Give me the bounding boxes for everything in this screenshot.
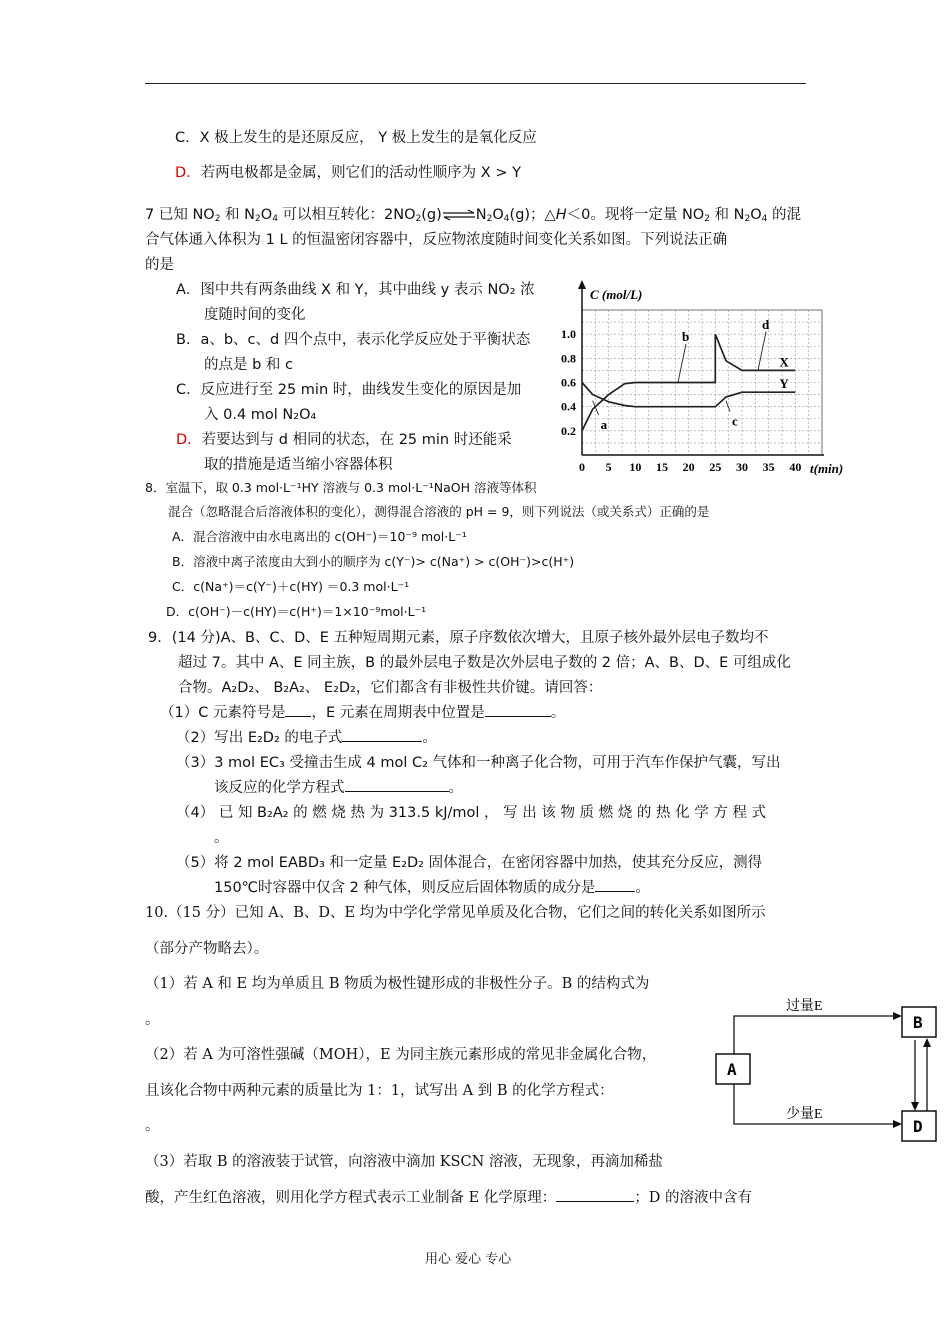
q10-sub2-end: 。 xyxy=(145,1118,160,1134)
q7-option-c-line2: 入 0.4 mol N₂O₄ xyxy=(204,407,317,423)
point-label-d: d xyxy=(762,316,770,332)
q7-option-d-line2: 取的措施是适当缩小容器体积 xyxy=(204,457,393,473)
box-a-label: A xyxy=(727,1060,737,1079)
q9-sub5-line1: （5）将 2 mol EABD₃ 和一定量 E₂D₂ 固体混合，在密闭容器中加热，使其充分反应，测得 xyxy=(176,855,763,871)
y-tick-label: 0.6 xyxy=(561,375,576,390)
x-tick-label: 35 xyxy=(762,460,775,474)
q6-option-d-text: 若两电极都是金属，则它们的活动性顺序为 X > Y xyxy=(200,165,521,181)
q9-sub4-line1: （4） 已 知 B₂A₂ 的 燃 烧 热 为 313.5 kJ/mol ， 写 出 该 物 质 燃 烧 的 热 化 学 方 程 式 xyxy=(176,805,767,821)
x-tick-label: 25 xyxy=(709,460,722,474)
q10-sub3-line1: （3）若取 B 的溶液装于试管，向溶液中滴加 KSCN 溶液，无现象，再滴加稀盐 xyxy=(145,1154,663,1170)
y-tick-label: 1.0 xyxy=(561,327,576,342)
arrowhead-down-icon xyxy=(911,1102,919,1111)
q7-stem-line1: 7 已知 $NO_2$ 和 $N_2O_4$ 可以相互转化：$2NO_2(g)$ $N_2O_4(g)$；△H＜0。现将一定量 $NO_2$ 和 $N_2O_4$ 的混 xyxy=(145,207,802,224)
q9-sub4-line2: 。 xyxy=(214,830,229,846)
q10-sub1-end: 。 xyxy=(145,1012,160,1028)
q10-sub2-line1: （2）若 A 为可溶性强碱（MOH），E 为同主族元素形成的常见非金属化合物， xyxy=(145,1047,657,1063)
q7-option-b-line2: 的点是 b 和 c xyxy=(204,357,294,373)
point-label-b: b xyxy=(682,328,690,344)
q7-option-b-line1: B．a、b、c、d 四个点中，表示化学反应处于平衡状态 xyxy=(176,332,531,348)
x-tick-label: 5 xyxy=(605,460,612,474)
concentration-chart xyxy=(560,275,860,480)
q10-sub3-line2 xyxy=(145,1186,752,1207)
chart-xlabel: t(min) xyxy=(810,461,844,476)
q8-stem-line2: 混合（忽略混合后溶液体积的变化），测得混合溶液的 pH = 9，则下列说法（或关系式）正确的是 xyxy=(168,504,710,519)
point-label-a: a xyxy=(600,417,608,433)
point-leader-c xyxy=(726,401,730,412)
y-axis-arrow-icon xyxy=(578,280,586,289)
q8-stem-line1: 8．室温下，取 0.3 mol·L⁻¹HY 溶液与 0.3 mol·L⁻¹NaOH 溶液等体积 xyxy=(145,480,537,495)
q9-sub1-text-c: 。 xyxy=(550,705,566,721)
q10-sub3-blank[interactable] xyxy=(556,1188,634,1202)
label-little-e: 少量E xyxy=(786,1107,823,1122)
q7-stem-line3: 的是 xyxy=(145,257,174,273)
q9-sub3-line1: （3）3 mol EC₃ 受撞击生成 4 mol C₂ 气体和一种离子化合物，可用于汽车作保护气囊，写出 xyxy=(176,755,781,771)
q10-sub3-text: 酸，产生红色溶液，则用化学方程式表示工业制备 E 化学原理： xyxy=(145,1190,557,1206)
q9-sub5-text: 150℃时容器中仅含 2 种气体，则反应后固体物质的成分是 xyxy=(214,880,596,896)
q9-sub1-blank-symbol[interactable] xyxy=(285,703,311,717)
q7-option-d-text: 若要达到与 d 相同的状态，在 25 min 时还能采 xyxy=(201,432,512,448)
x-tick-label: 10 xyxy=(629,460,642,474)
series-label-x: X xyxy=(779,354,789,370)
q9-sub1-text-b: ，E 元素在周期表中位置是 xyxy=(311,705,485,721)
q9-sub3-text: 该反应的化学方程式 xyxy=(214,780,345,796)
point-label-c: c xyxy=(732,413,738,429)
q9-sub1-blank-position[interactable] xyxy=(485,703,551,717)
q9-sub3-line2 xyxy=(214,776,463,797)
q9-stem-line1: 9．(14 分)A、B、C、D、E 五种短周期元素，原子序数依次增大，且原子核外最外层电子数均不 xyxy=(148,630,769,646)
equilibrium-arrow-icon xyxy=(442,209,476,221)
q7-option-c-line1: C．反应进行至 25 min 时，曲线发生变化的原因是加 xyxy=(176,382,522,398)
q10-sub1: （1）若 A 和 E 均为单质且 B 物质为极性键形成的非极性分子。B 的结构式为 xyxy=(145,976,650,992)
q9-sub3-blank[interactable] xyxy=(345,778,449,792)
y-tick-label: 0.2 xyxy=(561,423,576,438)
q6-option-d-label: D． xyxy=(175,165,201,181)
chart-ylabel: C (mol/L) xyxy=(590,287,643,302)
q6-option-d xyxy=(175,161,521,182)
q10-sub2-line2: 且该化合物中两种元素的质量比为 1：1，试写出 A 到 B 的化学方程式： xyxy=(145,1083,614,1099)
q9-sub5-line2 xyxy=(214,876,650,897)
series-label-y: Y xyxy=(779,376,789,392)
y-tick-label: 0.4 xyxy=(561,399,576,414)
x-tick-label: 40 xyxy=(789,460,802,474)
conversion-diagram xyxy=(708,990,943,1150)
x-tick-label: 20 xyxy=(682,460,695,474)
q9-sub1 xyxy=(160,701,565,722)
x-tick-label: 15 xyxy=(656,460,668,474)
box-d-label: D xyxy=(913,1117,923,1136)
arrow-a-to-b xyxy=(734,1016,898,1054)
q9-sub5-end: 。 xyxy=(635,880,650,896)
box-b-label: B xyxy=(913,1013,923,1032)
header-rule xyxy=(145,83,806,84)
q7-stem-line2: 合气体通入体积为 1 L 的恒温密闭容器中，反应物浓度随时间变化关系如图。下列说法正确 xyxy=(145,232,728,248)
arrowhead-up-icon xyxy=(923,1038,931,1047)
arrowhead-d-icon xyxy=(893,1120,902,1128)
q8-option-a: A．混合溶液中由水电离出的 c(OH⁻)＝10⁻⁹ mol·L⁻¹ xyxy=(172,529,467,544)
x-tick-label: 0 xyxy=(579,460,585,474)
q9-stem-line3: 合物。A₂D₂、 B₂A₂、 E₂D₂，它们都含有非极性共价键。请回答： xyxy=(178,680,603,696)
q9-sub2 xyxy=(176,726,437,747)
q7-option-d-label: D． xyxy=(176,432,202,448)
point-leader-b xyxy=(678,344,686,383)
q7-option-a-line1: A．图中共有两条曲线 X 和 Y，其中曲线 y 表示 NO₂ 浓 xyxy=(176,282,535,298)
point-leader-d xyxy=(758,332,766,371)
q10-stem-line1: 10.（15 分）已知 A、B、D、E 均为中学化学常见单质及化合物，它们之间的转化关系如图所示 xyxy=(145,905,766,921)
q9-sub1-text-a: （1）C 元素符号是 xyxy=(160,705,286,721)
y-tick-label: 0.8 xyxy=(561,351,576,366)
q9-sub5-blank[interactable] xyxy=(595,878,635,892)
q9-sub2-blank[interactable] xyxy=(342,728,422,742)
q6-option-c: C．X 极上发生的是还原反应， Y 极上发生的是氧化反应 xyxy=(175,130,537,146)
x-tick-label: 30 xyxy=(736,460,748,474)
q8-option-b: B．溶液中离子浓度由大到小的顺序为 c(Y⁻)> c(Na⁺) > c(OH⁻)>c(H⁺) xyxy=(172,554,575,569)
arrowhead-b-icon xyxy=(893,1012,902,1020)
q8-option-d: D．c(OH⁻)－c(HY)＝c(H⁺)＝1×10⁻⁹mol·L⁻¹ xyxy=(166,604,427,619)
q10-stem-line2: （部分产物略去）。 xyxy=(145,941,269,957)
label-excess-e: 过量E xyxy=(786,999,823,1014)
q9-sub2-text: （2）写出 E₂D₂ 的电子式 xyxy=(176,730,343,746)
page-footer: 用心 爱心 专心 xyxy=(425,1252,512,1267)
q7-option-d-line1 xyxy=(176,428,512,449)
q10-sub3-tail: ；D 的溶液中含有 xyxy=(634,1190,753,1206)
q9-sub2-end: 。 xyxy=(422,730,437,746)
q7-option-a-line2: 度随时间的变化 xyxy=(204,307,306,323)
q8-option-c: C．c(Na⁺)＝c(Y⁻)＋c(HY) ＝0.3 mol·L⁻¹ xyxy=(172,579,410,594)
q9-stem-line2: 超过 7。其中 A、E 同主族，B 的最外层电子数是次外层电子数的 2 倍；A、B、D、E 可组成化 xyxy=(178,655,791,671)
q9-sub3-end: 。 xyxy=(448,780,463,796)
